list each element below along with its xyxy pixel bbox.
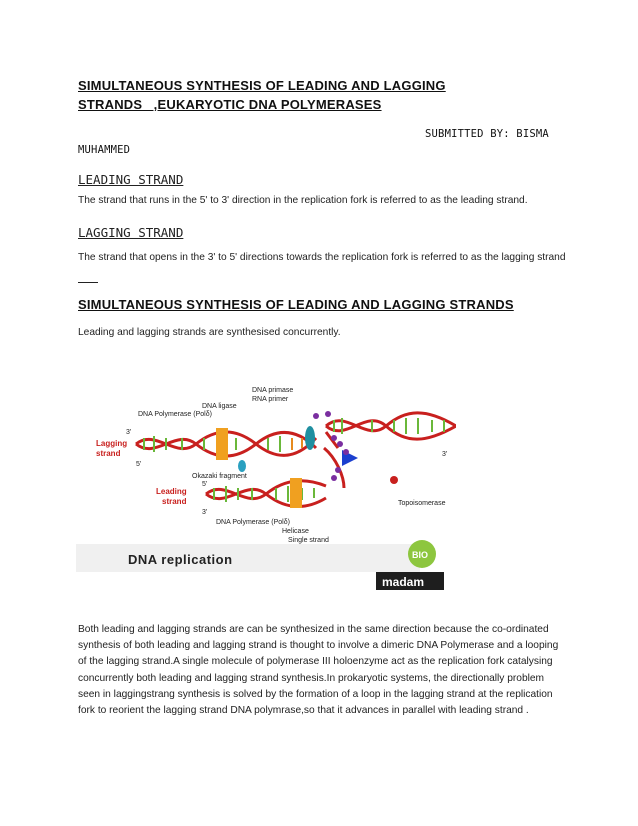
dna-primase <box>305 426 315 450</box>
blank-underline <box>78 272 98 283</box>
label-lagging-strand: strand <box>96 449 121 458</box>
label-okazaki: Okazaki fragment <box>192 473 247 480</box>
label-polymerase-top: DNA Polymerase (Polδ) <box>138 411 212 418</box>
leading-strand-heading: LEADING STRAND <box>78 172 184 187</box>
submitted-by: SUBMITTED BY: BISMA <box>425 128 549 140</box>
label-leading-strand: strand <box>162 497 187 506</box>
label-3prime-b: 3' <box>202 509 208 516</box>
label-polymerase-bottom: DNA Polymerase (Polδ) <box>216 519 290 526</box>
leading-strand-duplex <box>206 481 326 507</box>
label-helicase: Helicase <box>282 528 309 535</box>
label-topoisomerase: Topoisomerase <box>398 500 446 507</box>
label-3prime-a: 3' <box>126 429 132 436</box>
document-title-line2: STRANDS ,EUKARYOTIC DNA POLYMERASES <box>78 97 382 112</box>
banner-title: DNA replication <box>128 552 233 567</box>
lagging-strand-heading: LAGGING STRAND <box>78 225 184 240</box>
label-dna-ligase: DNA ligase <box>202 403 237 410</box>
label-leading: Leading <box>156 487 187 496</box>
label-rna-primer: RNA primer <box>252 396 289 403</box>
lagging-strand-text: The strand that opens in the 3' to 5' directions towards the replication fork is referred to as the lagging strand <box>78 252 566 263</box>
topoisomerase <box>390 476 398 484</box>
section-title: SIMULTANEOUS SYNTHESIS OF LEADING AND LAGGING STRANDS <box>78 297 514 312</box>
bio-logo-text: BIO <box>412 550 429 560</box>
template-strand <box>324 448 344 488</box>
label-lagging: Lagging <box>96 439 128 448</box>
label-5prime-a: 5' <box>136 461 142 468</box>
label-3prime-c: 3' <box>442 451 448 458</box>
dna-polymerase-bottom <box>290 478 302 508</box>
parental-duplex <box>326 413 456 439</box>
author-name: MUHAMMED <box>78 144 131 156</box>
label-dna-primase: DNA primase <box>252 387 294 394</box>
madam-logo-text: madam <box>382 575 425 589</box>
label-5prime-b: 5' <box>202 481 208 488</box>
label-single-strand: Single strand <box>288 537 329 544</box>
dna-ligase <box>238 460 246 472</box>
section-intro: Leading and lagging strands are synthesised concurrently. <box>78 327 341 338</box>
leading-strand-definition: The strand that runs in the 5' to 3' direction in the replication fork is referred to as the leading strand. <box>78 195 528 206</box>
dna-polymerase-top <box>216 428 228 460</box>
lagging-strand-definition <box>78 250 568 283</box>
document-title-line1: SIMULTANEOUS SYNTHESIS OF LEADING AND LAGGING <box>78 78 446 93</box>
dna-replication-figure <box>76 368 456 594</box>
body-paragraph: Both leading and lagging strands are can be synthesized in the same direction because the co-ordinated synthesis of both leading and lagging strand is thought to involve a dimeric DNA Polymerase and a looping of the lagging strand.A single molecule of polymerase III holoenzyme act as the replication fork catalysing concurrently both leading and lagging strand synthesis.In prokaryotic systems, the directionally problem seen in laggingstrang synthesis is solved by the formation of a loop in the lagging strand at the replication fork to reorient the lagging strand DNA polymrase,so that it advances in parallel with leading strand . <box>78 624 559 717</box>
